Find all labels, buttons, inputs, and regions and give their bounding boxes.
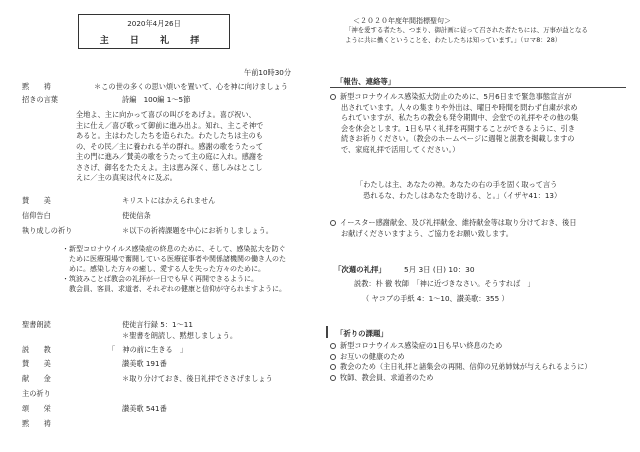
order-label: 聖書朗読	[22, 320, 51, 329]
intercession-list	[62, 244, 286, 294]
order-label: 黙 祷	[22, 82, 51, 91]
report-line: イースター感謝献金、及び礼拝献金、維持献金等は取り分けておき、後日	[340, 218, 577, 227]
psalm-line: 全地よ、主に向かって喜びの叫びをあげよ。喜び祝い、	[76, 110, 256, 119]
intercession-line: ・新型コロナウイルス感染症の終息のために、そして、感染拡大を防ぐ	[62, 245, 286, 253]
title-box	[78, 14, 230, 49]
order-label: 賛 美	[22, 359, 51, 368]
theme-line: 「神を愛する者たち、つまり、御計画に従って召された者たちには、万事が益となる	[345, 26, 588, 34]
service-title: 主 日 礼 拝	[99, 36, 209, 46]
report-line: 続きお祈りください。（教会のホームページに週報と説教を掲載しますの	[341, 134, 575, 144]
report-line: 会を休会とします。1日も早く礼拝を再開することができるように、引き	[341, 123, 576, 133]
psalm-line: えに／主の真実は代々に及ぶ。	[76, 173, 177, 182]
psalm-line: あると。主はわたしたちを造られた。わたしたちは主のも	[76, 131, 263, 140]
circle-bullet-icon	[330, 343, 336, 349]
order-label: 頌 栄	[22, 404, 51, 413]
intercession-line: めに。感染した方々の癒し、愛する人を失った方々のために。	[62, 265, 265, 273]
prayer-topics-list	[330, 341, 628, 383]
circle-bullet-icon	[330, 375, 336, 381]
prayer-topic: お互いの健康のため	[340, 351, 405, 361]
psalm-line: ささげ、御名をたたえよ。主は恵み深く、慈しみはとこし	[76, 162, 263, 172]
next-service-heading: 「次週の礼拝」	[334, 265, 386, 274]
theme-heading: ＜２０２０年度年間指標聖句＞	[353, 17, 451, 25]
intercession-line: ために医療現場で奮闘している医療従事者や関係諸機関の働き人のた	[62, 255, 286, 263]
report-line: られていますが、私たちの教会も発令期間中、会堂での礼拝やその他の集	[341, 113, 579, 123]
prayer-topics-heading: 「祈りの課題」	[336, 329, 388, 338]
quote-line: 恐れるな、わたしはあなたを助ける、と。」（イザヤ41：13）	[356, 190, 562, 200]
circle-bullet-icon	[330, 354, 336, 360]
order-label: 献 金	[22, 374, 51, 383]
order-value: 使徒信条	[122, 211, 151, 220]
order-value: 讃美歌 541番	[122, 404, 167, 413]
intercession-line: ・筑波みことば教会の礼拝が一日でも早く再開できるように。	[62, 275, 258, 283]
order-value: ＊以下の祈祷課題を中心にお祈りしましょう。	[122, 226, 273, 235]
prayer-topic: 教会のため（主日礼拝と諸集会の再開、信仰の兄弟姉妹が与えられるように）	[340, 362, 592, 372]
order-label: 黙 祷	[22, 419, 51, 428]
order-value: ＊この世の多くの思い煩いを置いて、心を神に向けましょう	[94, 82, 288, 91]
order-value: 「 神の前に生きる 」	[108, 345, 188, 354]
order-label: 主の祈り	[22, 389, 51, 398]
circle-bullet-icon	[330, 364, 336, 370]
intercession-line: 教会員、客員、求道者、それぞれの健康と信仰が守られますように。	[62, 285, 286, 293]
order-label: 執り成しの祈り	[22, 226, 73, 235]
annual-theme-verse	[333, 16, 623, 45]
report-line: で、家庭礼拝で活用してください。）	[341, 144, 460, 154]
psalm-text	[76, 110, 263, 184]
reports-heading: 「報告、連絡等」	[336, 77, 396, 86]
service-time: 午前10時30分	[244, 68, 292, 77]
report-item	[330, 92, 628, 156]
order-value: 詩編 100編 1〜5節	[122, 95, 191, 104]
next-reading: （ ヤコブの手紙 4：1〜10、讃美歌：355 ）	[362, 294, 509, 303]
order-value: ＊取り分けておき、後日礼拝でささげましょう	[122, 374, 273, 383]
order-label: 説 教	[22, 345, 51, 354]
theme-line: ように共に働くということを、わたしたちは知っています。」（ロマ8：28）	[345, 35, 562, 44]
report-item	[330, 218, 628, 239]
psalm-line: 主に仕え／喜び歌って御前に進み出よ。知れ、主こそ神で	[76, 120, 264, 130]
order-value: 使徒言行録 5：1〜11	[122, 320, 193, 329]
psalm-line: 主の門に進み／賛美の歌をうたって主の庭に入れ。感謝を	[76, 152, 264, 161]
next-sermon: 説教：朴 徹 牧師 「神に近づきなさい。そうすれば 」	[354, 279, 535, 288]
quote-line: 「わたしは主、あなたの神。あなたの右の手を固く取って言う	[356, 180, 558, 189]
service-date: 2020年4月26日	[127, 19, 181, 28]
report-line: 出されています。人々の集まりや外出は、曜日や時間を問わず自粛が求め	[341, 102, 578, 112]
report-line: 新型コロナウイルス感染拡大防止のために、5月6日まで緊急事態宣言が	[340, 92, 572, 101]
order-label: 招きの言葉	[22, 95, 58, 104]
circle-bullet-icon	[330, 94, 336, 100]
order-label: 信仰告白	[22, 211, 51, 220]
prayer-topic: 新型コロナウイルス感染症の1日も早い終息のため	[340, 341, 503, 350]
order-value: キリストにはかえられません	[122, 196, 216, 205]
order-value: ＊聖書を朗読し、黙想しましょう。	[122, 331, 238, 340]
report-line: お献げくださいますよう、ご協力をお願い致します。	[341, 228, 513, 238]
order-label: 賛 美	[22, 196, 51, 205]
heading-bar	[326, 326, 328, 338]
reports-divider	[330, 87, 626, 88]
order-value: 讃美歌 191番	[122, 359, 167, 368]
psalm-line: の、その民／主に養われる羊の群れ。感謝の歌をうたって	[76, 141, 264, 151]
next-service-date: 5月 3日 (日) 10：30	[404, 265, 475, 274]
circle-bullet-icon	[330, 220, 336, 226]
prayer-topic: 牧師、教会員、求道者のため	[340, 372, 434, 382]
isaiah-quote	[356, 180, 561, 201]
